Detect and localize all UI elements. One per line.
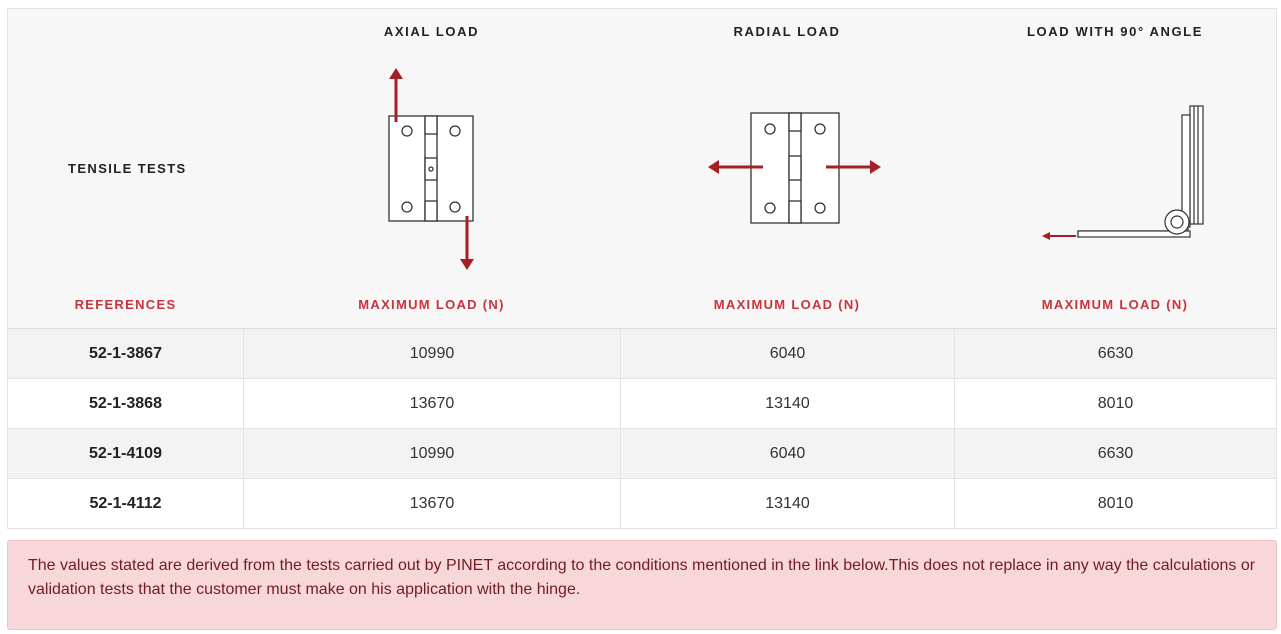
value-cell-90-angle: 8010 <box>954 479 1276 528</box>
reference-cell: 52-1-4109 <box>89 444 162 462</box>
value-cell-axial: 13670 <box>243 479 620 528</box>
table-row <box>8 478 1276 528</box>
value-cell-radial: 13140 <box>620 379 954 428</box>
references-label: REFERENCES <box>74 297 177 312</box>
value-cell-90-angle: 8010 <box>954 379 1276 428</box>
table-header <box>8 9 1276 329</box>
disclaimer-notice <box>7 540 1277 630</box>
value-cell-axial: 10990 <box>243 429 620 478</box>
column-title-90-angle: LOAD WITH 90° ANGLE <box>1027 24 1203 39</box>
table-row <box>8 378 1276 428</box>
hinge-radial-load-icon <box>703 104 888 234</box>
table-body <box>8 329 1276 528</box>
value-cell-axial: 13670 <box>243 379 620 428</box>
max-load-label-axial: MAXIMUM LOAD (N) <box>358 297 505 312</box>
reference-cell: 52-1-3867 <box>89 344 162 362</box>
value-cell-axial: 10990 <box>243 329 620 378</box>
tensile-tests-table <box>7 8 1277 529</box>
max-load-label-radial: MAXIMUM LOAD (N) <box>713 297 861 312</box>
tensile-tests-label: TENSILE TESTS <box>68 161 187 176</box>
value-cell-90-angle: 6630 <box>954 329 1276 378</box>
hinge-axial-load-icon <box>378 64 488 274</box>
value-cell-radial: 6040 <box>620 329 954 378</box>
column-title-radial: RADIAL LOAD <box>733 24 841 39</box>
max-load-label-90-angle: MAXIMUM LOAD (N) <box>1041 297 1189 312</box>
table-row <box>8 428 1276 478</box>
reference-cell: 52-1-3868 <box>89 394 162 412</box>
table-row <box>8 329 1276 378</box>
reference-cell: 52-1-4112 <box>89 494 162 512</box>
column-title-axial: AXIAL LOAD <box>383 24 480 39</box>
disclaimer-text: The values stated are derived from the tests carried out by PINET according to the conditions mentioned in the link below.This does not replace in any way the calculations or validation tests that the customer must make on his application with the hinge. <box>28 557 1256 598</box>
hinge-90-angle-load-icon <box>1038 101 1213 246</box>
value-cell-90-angle: 6630 <box>954 429 1276 478</box>
value-cell-radial: 6040 <box>620 429 954 478</box>
value-cell-radial: 13140 <box>620 479 954 528</box>
